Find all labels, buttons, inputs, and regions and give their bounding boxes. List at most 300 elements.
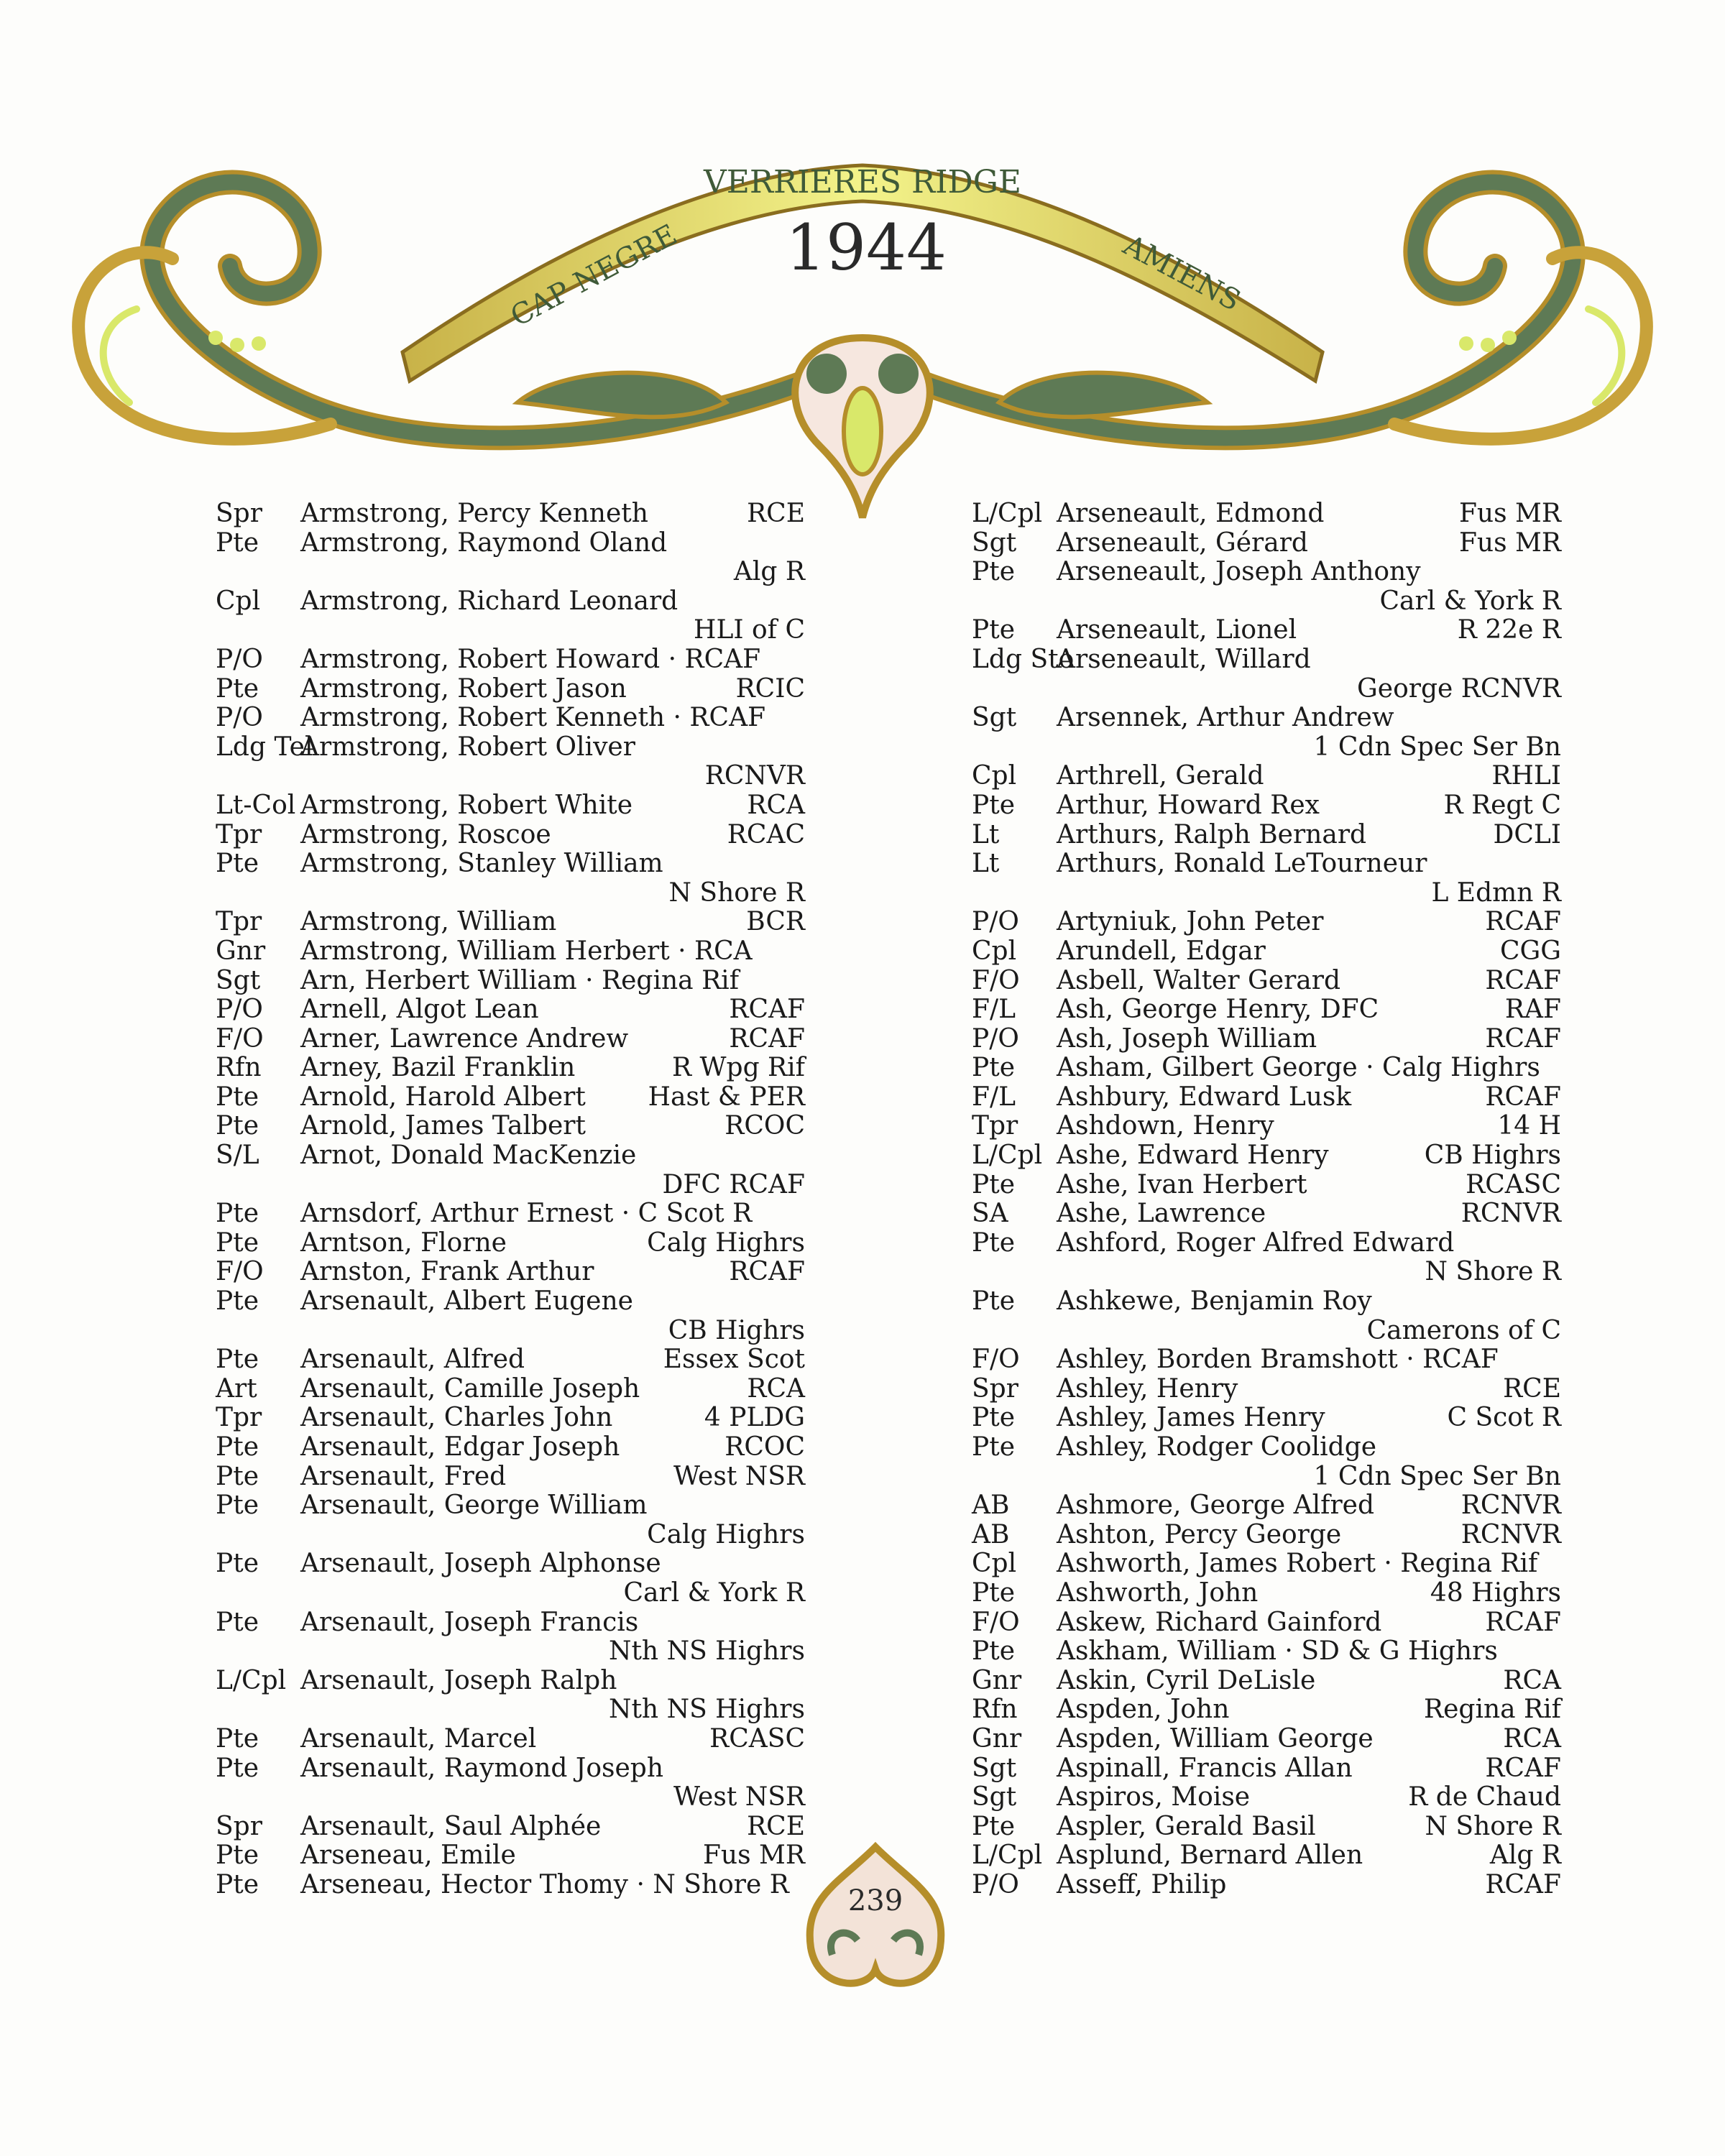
serviceman-name: Asham, Gilbert George · Calg Highrs: [1057, 1053, 1540, 1083]
serviceman-name: Arn, Herbert William · Regina Rif: [300, 965, 740, 995]
roll-entry: [972, 1404, 1561, 1433]
roll-entry: [216, 704, 805, 733]
serviceman-name: Armstrong, Robert Kenneth · RCAF: [300, 703, 766, 733]
rank: Spr: [216, 1811, 262, 1841]
roll-entry: [972, 558, 1561, 616]
serviceman-name: Armstrong, William Herbert · RCA: [300, 936, 753, 966]
roll-entry-line: [972, 762, 1561, 791]
unit: R Regt C: [1443, 790, 1561, 820]
roll-entry: [972, 616, 1561, 645]
rank: Sgt: [972, 1753, 1017, 1783]
roll-entry-line: [972, 849, 1561, 879]
unit: Calg Highrs: [647, 1227, 805, 1258]
serviceman-name: Arseneault, Joseph Anthony: [1057, 557, 1421, 587]
roll-entry-line: [216, 1054, 805, 1083]
serviceman-name: Armstrong, Roscoe: [300, 819, 551, 849]
rank: Pte: [972, 557, 1015, 587]
roll-entry-line: [972, 1608, 1561, 1638]
serviceman-name: Arseneault, Gérard: [1057, 528, 1308, 558]
serviceman-name: Ash, Joseph William: [1057, 1023, 1317, 1054]
roll-entry: [216, 821, 805, 850]
serviceman-name: Arsenault, Albert Eugene: [300, 1286, 633, 1317]
rank: Pte: [216, 1432, 259, 1462]
serviceman-name: Armstrong, Robert Jason: [300, 673, 627, 704]
roll-entry-continuation: [216, 1783, 805, 1812]
roll-entry: [972, 821, 1561, 850]
rank: Pte: [216, 673, 259, 704]
roll-entry: [972, 1871, 1561, 1900]
serviceman-name: Armstrong, Robert Oliver: [300, 732, 635, 762]
serviceman-name: Ashkewe, Benjamin Roy: [1057, 1286, 1372, 1317]
roll-entry-line: [216, 1462, 805, 1492]
roll-entry-line: [216, 908, 805, 937]
unit: CGG: [1499, 936, 1561, 966]
serviceman-name: Ashe, Edward Henry: [1057, 1141, 1329, 1171]
serviceman-name: Arsenault, Fred: [300, 1461, 507, 1491]
unit: 48 Highrs: [1430, 1577, 1561, 1608]
serviceman-name: Arsenault, Joseph Alphonse: [300, 1549, 661, 1579]
unit: Regina Rif: [1423, 1695, 1561, 1725]
roll-entry: [972, 1549, 1561, 1579]
roll-entry: [972, 704, 1561, 762]
unit: Camerons of C: [1366, 1315, 1561, 1345]
unit: RCASC: [1466, 1169, 1561, 1199]
roll-entry: [972, 1754, 1561, 1784]
roll-entry: [972, 1112, 1561, 1141]
roll-entry-line: [216, 995, 805, 1025]
roll-entry: [216, 849, 805, 908]
roll-entry-line: [972, 1579, 1561, 1608]
roll-entry-line: [216, 704, 805, 733]
serviceman-name: Ash, George Henry, DFC: [1057, 995, 1379, 1025]
roll-entry-line: [216, 1025, 805, 1054]
unit: Alg R: [1489, 1841, 1561, 1871]
rank: Cpl: [972, 1549, 1017, 1579]
serviceman-name: Arthurs, Ralph Bernard: [1057, 819, 1367, 849]
roll-entry-line: [216, 1549, 805, 1579]
serviceman-name: Ashworth, James Robert · Regina Rif: [1057, 1549, 1538, 1579]
unit: L Edmn R: [1431, 877, 1561, 908]
unit: Carl & York R: [623, 1577, 805, 1608]
roll-entry-continuation: [216, 1695, 805, 1725]
roll-entry-continuation: [216, 616, 805, 645]
serviceman-name: Askew, Richard Gainford: [1057, 1607, 1382, 1637]
unit: RCAF: [729, 995, 805, 1025]
rank: Tpr: [972, 1111, 1018, 1141]
roll-entry-line: [972, 1871, 1561, 1900]
rank: Cpl: [972, 761, 1017, 791]
roll-entry: [972, 1141, 1561, 1171]
unit: RCOC: [724, 1111, 805, 1141]
rank: Pte: [972, 1432, 1015, 1462]
serviceman-name: Armstrong, Robert White: [300, 790, 633, 820]
roll-entry: [972, 995, 1561, 1025]
rank: F/L: [972, 1082, 1016, 1112]
rank: Ldg Tel: [216, 732, 313, 762]
rank: Pte: [972, 1169, 1015, 1199]
unit: BCR: [746, 907, 805, 937]
serviceman-name: Ashley, Henry: [1057, 1373, 1238, 1404]
unit: 1 Cdn Spec Ser Bn: [1313, 732, 1561, 762]
roll-entry-line: [216, 499, 805, 529]
roll-entry: [216, 995, 805, 1025]
serviceman-name: Arnold, James Talbert: [300, 1111, 586, 1141]
serviceman-name: Arseneault, Lionel: [1057, 615, 1297, 645]
rank: Tpr: [216, 819, 262, 849]
rank: AB: [972, 1519, 1010, 1549]
roll-entry: [972, 1637, 1561, 1667]
rank: Pte: [216, 1723, 259, 1754]
serviceman-name: Armstrong, William: [300, 907, 557, 937]
rank: Gnr: [972, 1723, 1022, 1754]
serviceman-name: Asbell, Walter Gerard: [1057, 965, 1340, 995]
serviceman-name: Arsenault, Charles John: [300, 1403, 613, 1433]
unit: Nth NS Highrs: [608, 1636, 805, 1667]
roll-entry: [972, 1199, 1561, 1229]
roll-entry-line: [216, 1258, 805, 1287]
unit: RCAF: [1485, 907, 1561, 937]
roll-entry: [216, 1258, 805, 1287]
roll-entry-line: [216, 821, 805, 850]
unit: RCAF: [1485, 965, 1561, 995]
roll-entry-line: [972, 1171, 1561, 1200]
rank: Tpr: [216, 907, 262, 937]
roll-entry-line: [216, 1083, 805, 1112]
serviceman-name: Artyniuk, John Peter: [1057, 907, 1324, 937]
unit: RCNVR: [1460, 1491, 1561, 1521]
unit: Hast & PER: [648, 1082, 805, 1112]
rank: F/O: [216, 1257, 264, 1287]
rank: SA: [972, 1199, 1008, 1229]
serviceman-name: Armstrong, Raymond Oland: [300, 528, 668, 558]
rank: Sgt: [216, 965, 261, 995]
roll-entry: [972, 529, 1561, 558]
rank: Cpl: [972, 936, 1017, 966]
roll-entry-line: [216, 587, 805, 617]
unit: CB Highrs: [668, 1315, 805, 1345]
serviceman-name: Arundell, Edgar: [1057, 936, 1266, 966]
roll-entry-line: [972, 1754, 1561, 1784]
serviceman-name: Ashley, James Henry: [1057, 1403, 1325, 1433]
roll-entry: [972, 1725, 1561, 1754]
roll-entry-line: [972, 1637, 1561, 1667]
rank: Tpr: [216, 1403, 262, 1433]
roll-entry-line: [216, 1345, 805, 1375]
roll-entry-line: [216, 1491, 805, 1521]
rank: Sgt: [972, 528, 1017, 558]
roll-entry: [216, 1433, 805, 1462]
roll-entry: [216, 1725, 805, 1754]
roll-entry-line: [972, 1083, 1561, 1112]
roll-entry: [972, 1054, 1561, 1083]
roll-entry-line: [972, 1054, 1561, 1083]
serviceman-name: Arnsdorf, Arthur Ernest · C Scot R: [300, 1199, 753, 1229]
rank: Pte: [972, 615, 1015, 645]
roll-entry-line: [972, 1725, 1561, 1754]
unit: RAF: [1504, 995, 1561, 1025]
rank: L/Cpl: [972, 499, 1043, 528]
honour-roll-left-column: [216, 499, 805, 1900]
roll-entry-line: [972, 1199, 1561, 1229]
roll-entry: [216, 1054, 805, 1083]
rank: S/L: [216, 1141, 259, 1171]
rank: L/Cpl: [216, 1665, 287, 1695]
serviceman-name: Ashley, Borden Bramshott · RCAF: [1057, 1345, 1499, 1375]
serviceman-name: Armstrong, Stanley William: [300, 849, 663, 879]
roll-entry-line: [972, 1025, 1561, 1054]
roll-entry-line: [216, 1812, 805, 1842]
unit: West NSR: [673, 1461, 805, 1491]
unit: RCA: [747, 790, 805, 820]
serviceman-name: Aspiros, Moise: [1057, 1782, 1251, 1812]
unit: RCOC: [724, 1432, 805, 1462]
roll-entry-line: [972, 1783, 1561, 1812]
unit: RCAC: [727, 819, 805, 849]
serviceman-name: Arsennek, Arthur Andrew: [1057, 703, 1394, 733]
unit: West NSR: [673, 1782, 805, 1812]
roll-entry-line: [216, 1229, 805, 1258]
unit: R Wpg Rif: [671, 1053, 805, 1083]
honour-roll-right-column: [972, 499, 1561, 1900]
roll-entry: [972, 937, 1561, 967]
roll-entry-line: [216, 937, 805, 967]
serviceman-name: Askham, William · SD & G Highrs: [1057, 1636, 1498, 1667]
rank: Pte: [972, 790, 1015, 820]
roll-entry: [972, 1667, 1561, 1696]
serviceman-name: Asseff, Philip: [1057, 1869, 1227, 1899]
illuminated-banner: [0, 0, 1725, 575]
serviceman-name: Arseneau, Emile: [300, 1841, 516, 1871]
roll-entry-line: [972, 616, 1561, 645]
serviceman-name: Arsenault, Raymond Joseph: [300, 1753, 664, 1783]
rank: Spr: [216, 499, 262, 528]
roll-entry-line: [216, 1871, 805, 1900]
roll-entry-line: [972, 1375, 1561, 1404]
roll-entry-line: [216, 733, 805, 763]
roll-entry: [216, 675, 805, 704]
roll-entry-line: [972, 1141, 1561, 1171]
rank: P/O: [972, 907, 1019, 937]
roll-entry: [216, 1345, 805, 1375]
serviceman-name: Arseneault, Willard: [1057, 644, 1311, 674]
roll-entry-line: [216, 849, 805, 879]
unit: N Shore R: [1425, 1811, 1561, 1841]
roll-entry-line: [216, 1141, 805, 1171]
roll-entry: [972, 967, 1561, 996]
roll-entry: [972, 1783, 1561, 1812]
roll-entry-line: [216, 645, 805, 675]
serviceman-name: Armstrong, Robert Howard · RCAF: [300, 644, 761, 674]
roll-entry-line: [216, 675, 805, 704]
rank: Pte: [972, 1053, 1015, 1083]
roll-entry-line: [972, 791, 1561, 821]
roll-entry-continuation: [216, 558, 805, 587]
heart-ornament: [796, 1833, 954, 2005]
unit: DFC RCAF: [662, 1169, 805, 1199]
rank: Pte: [216, 1841, 259, 1871]
roll-entry: [216, 1549, 805, 1608]
rank: Pte: [972, 1227, 1015, 1258]
roll-entry-line: [972, 995, 1561, 1025]
rank: F/O: [972, 1607, 1020, 1637]
roll-entry-line: [216, 1375, 805, 1404]
unit: RCAF: [1485, 1023, 1561, 1054]
unit: RCAF: [1485, 1869, 1561, 1899]
roll-entry-line: [972, 1112, 1561, 1141]
rank: P/O: [972, 1869, 1019, 1899]
rank: P/O: [216, 703, 263, 733]
rank: Pte: [216, 1869, 259, 1899]
rank: Lt-Col: [216, 790, 296, 820]
rank: P/O: [216, 995, 263, 1025]
serviceman-name: Arthur, Howard Rex: [1057, 790, 1320, 820]
roll-entry-line: [972, 1491, 1561, 1521]
unit: RCNVR: [1460, 1199, 1561, 1229]
roll-entry: [972, 1171, 1561, 1200]
roll-entry: [216, 937, 805, 967]
rank: Sgt: [972, 703, 1017, 733]
roll-entry: [216, 529, 805, 587]
unit: R de Chaud: [1408, 1782, 1561, 1812]
serviceman-name: Ashbury, Edward Lusk: [1057, 1082, 1352, 1112]
serviceman-name: Arner, Lawrence Andrew: [300, 1023, 629, 1054]
roll-entry: [216, 1083, 805, 1112]
roll-entry: [216, 1229, 805, 1258]
roll-entry: [972, 1083, 1561, 1112]
unit: Fus MR: [1458, 499, 1561, 528]
roll-entry: [216, 1491, 805, 1549]
roll-entry-continuation: [972, 1462, 1561, 1492]
unit: Carl & York R: [1379, 586, 1561, 616]
rank: Ldg Sto: [972, 644, 1075, 674]
rank: F/O: [972, 1345, 1020, 1375]
roll-entry: [216, 1375, 805, 1404]
roll-entry: [972, 1579, 1561, 1608]
roll-entry-line: [972, 967, 1561, 996]
rank: Pte: [216, 1199, 259, 1229]
unit: RCE: [747, 1811, 805, 1841]
serviceman-name: Arsenault, Edgar Joseph: [300, 1432, 620, 1462]
unit: RHLI: [1491, 761, 1561, 791]
roll-entry-continuation: [216, 1171, 805, 1200]
unit: RCE: [747, 499, 805, 528]
roll-entry-line: [216, 791, 805, 821]
rank: Pte: [216, 849, 259, 879]
roll-entry: [972, 1229, 1561, 1287]
unit: George RCNVR: [1357, 673, 1561, 704]
rank: Lt: [972, 849, 1000, 879]
unit: RCA: [747, 1373, 805, 1404]
roll-entry: [216, 1841, 805, 1871]
roll-entry-continuation: [972, 733, 1561, 763]
serviceman-name: Ashmore, George Alfred: [1057, 1491, 1375, 1521]
roll-entry: [972, 1841, 1561, 1871]
roll-entry: [216, 1462, 805, 1492]
roll-entry: [972, 791, 1561, 821]
rank: Pte: [216, 1286, 259, 1317]
roll-entry: [972, 849, 1561, 908]
unit: Calg Highrs: [647, 1519, 805, 1549]
serviceman-name: Ashworth, John: [1057, 1577, 1259, 1608]
unit: RCA: [1503, 1665, 1561, 1695]
unit: RCAF: [729, 1023, 805, 1054]
roll-entry: [972, 499, 1561, 529]
roll-entry: [216, 1871, 805, 1900]
roll-entry: [972, 1608, 1561, 1638]
unit: Fus MR: [1458, 528, 1561, 558]
roll-entry-line: [216, 1433, 805, 1462]
serviceman-name: Aspler, Gerald Basil: [1057, 1811, 1316, 1841]
roll-entry: [216, 733, 805, 791]
roll-entry: [216, 587, 805, 645]
roll-entry-line: [972, 558, 1561, 587]
serviceman-name: Arsenault, Marcel: [300, 1723, 537, 1754]
roll-entry-line: [216, 1608, 805, 1638]
roll-entry-line: [972, 1287, 1561, 1317]
roll-entry: [972, 1812, 1561, 1842]
unit: RCE: [1503, 1373, 1561, 1404]
serviceman-name: Ashe, Lawrence: [1057, 1199, 1266, 1229]
serviceman-name: Aspinall, Francis Allan: [1057, 1753, 1353, 1783]
serviceman-name: Askin, Cyril DeLisle: [1057, 1665, 1316, 1695]
serviceman-name: Arsenault, Saul Alphée: [300, 1811, 602, 1841]
roll-entry: [972, 908, 1561, 937]
roll-entry-line: [972, 1345, 1561, 1375]
roll-entry-continuation: [972, 675, 1561, 704]
roll-entry: [972, 1375, 1561, 1404]
roll-entry-line: [216, 1667, 805, 1696]
unit: N Shore R: [668, 877, 805, 908]
roll-entry: [972, 1433, 1561, 1491]
rank: Pte: [972, 1636, 1015, 1667]
serviceman-name: Arnot, Donald MacKenzie: [300, 1141, 637, 1171]
rank: F/O: [972, 965, 1020, 995]
roll-entry: [216, 1404, 805, 1433]
rank: Pte: [216, 1753, 259, 1783]
roll-entry-line: [216, 1404, 805, 1433]
unit: RCASC: [709, 1723, 805, 1754]
scroll-text-left: CAP NEGRE: [505, 218, 683, 333]
rank: L/Cpl: [972, 1841, 1043, 1871]
rank: Pte: [216, 1461, 259, 1491]
roll-entry-line: [972, 704, 1561, 733]
serviceman-name: Arsenault, Joseph Ralph: [300, 1665, 617, 1695]
serviceman-name: Armstrong, Richard Leonard: [300, 586, 678, 616]
unit: Fus MR: [702, 1841, 805, 1871]
serviceman-name: Arnell, Algot Lean: [300, 995, 539, 1025]
serviceman-name: Asplund, Bernard Allen: [1057, 1841, 1363, 1871]
unit: RCAF: [1485, 1082, 1561, 1112]
roll-entry: [972, 1521, 1561, 1550]
roll-entry-line: [972, 908, 1561, 937]
banner-year: 1944: [786, 211, 947, 285]
roll-entry-continuation: [972, 1258, 1561, 1287]
unit: RCAF: [1485, 1607, 1561, 1637]
rank: Pte: [972, 1403, 1015, 1433]
rank: Pte: [216, 1549, 259, 1579]
serviceman-name: Arsenault, Alfred: [300, 1345, 525, 1375]
roll-entry-line: [972, 821, 1561, 850]
unit: Nth NS Highrs: [608, 1695, 805, 1725]
roll-entry-line: [972, 1549, 1561, 1579]
roll-entry: [216, 1141, 805, 1199]
roll-entry: [216, 1754, 805, 1812]
roll-entry-line: [216, 1287, 805, 1317]
serviceman-name: Arntson, Florne: [300, 1227, 507, 1258]
roll-entry: [216, 1025, 805, 1054]
roll-entry: [972, 762, 1561, 791]
serviceman-name: Arnold, Harold Albert: [300, 1082, 586, 1112]
